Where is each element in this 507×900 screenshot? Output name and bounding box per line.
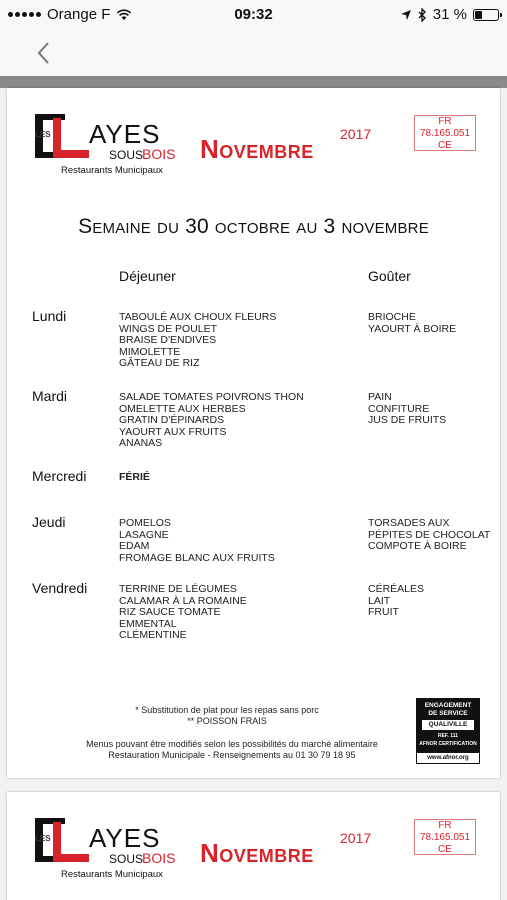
menu-item: GÂTEAU DE RIZ xyxy=(119,357,200,369)
viewer-background xyxy=(0,76,507,88)
nav-bar xyxy=(0,30,507,76)
logo xyxy=(31,110,181,178)
status-right xyxy=(400,6,499,23)
menu-item: CLÉMENTINE xyxy=(119,629,187,641)
logo-les: LES xyxy=(35,834,51,843)
menu-item: RIZ SAUCE TOMATE xyxy=(119,606,221,618)
menu-item: TERRINE DE LÉGUMES xyxy=(119,583,237,595)
menu-item: CÉRÉALES xyxy=(368,583,425,595)
month-title: Novembre xyxy=(200,838,314,868)
stamp-line: FR xyxy=(438,820,452,831)
menu-page-next xyxy=(7,792,500,900)
note-line: * Substitution de plat pour les repas sans porc xyxy=(135,705,319,715)
stamp-line: CE xyxy=(438,844,452,855)
badge-cert: AFNOR CERTIFICATION xyxy=(419,741,477,747)
stamp-line: 78.165.051 xyxy=(419,128,471,139)
day-label: Mardi xyxy=(32,388,68,404)
status-bar xyxy=(0,0,507,30)
battery-percent: 31 % xyxy=(432,6,467,23)
year-label: 2017 xyxy=(340,126,372,142)
logo-sous: SOUS xyxy=(109,148,144,162)
stamp-line: CE xyxy=(438,140,452,151)
snack-list xyxy=(368,518,490,553)
menu-item: MIMOLETTE xyxy=(119,345,181,358)
badge-url: www.afnor.org xyxy=(416,752,480,764)
badge-qualiville: QUALIVILLE xyxy=(422,720,474,730)
stamp xyxy=(414,819,476,855)
menu-item: LAIT xyxy=(368,594,391,607)
badge-ref: REF. 111 xyxy=(437,733,458,739)
logo-sous: SOUS xyxy=(109,852,144,866)
logo-layes: AYES xyxy=(89,119,161,149)
menu-page xyxy=(7,88,500,778)
menu-item: PAIN xyxy=(368,391,392,403)
menu-item: CONFITURE xyxy=(368,402,430,415)
location-arrow-icon xyxy=(400,9,412,21)
week-title: Semaine du 30 octobre au 3 novembre xyxy=(78,215,429,238)
lunch-list xyxy=(119,312,276,370)
year-label: 2017 xyxy=(340,830,372,846)
menu-item: FROMAGE BLANC AUX FRUITS xyxy=(119,551,275,564)
column-header-gouter: Goûter xyxy=(368,268,411,284)
badge-line: ENGAGEMENT xyxy=(424,702,472,709)
menu-item: GRATIN D'ÉPINARDS xyxy=(119,414,225,426)
back-button[interactable] xyxy=(30,38,58,68)
logo-bois: BOIS xyxy=(142,146,176,162)
chevron-left-icon xyxy=(30,38,58,68)
battery-icon xyxy=(473,9,499,21)
status-time: 09:32 xyxy=(234,6,273,23)
month-title: Novembre xyxy=(200,134,314,164)
menu-item: YAOURT À BOIRE xyxy=(368,322,457,335)
logo-layes: AYES xyxy=(89,823,161,853)
menu-item: SALADE TOMATES POIVRONS THON xyxy=(119,391,304,403)
footer xyxy=(47,739,417,761)
notes xyxy=(67,705,387,727)
footer-line: Restauration Municipale - Renseignements au 01 30 79 18 95 xyxy=(108,750,356,760)
lunch-list xyxy=(119,392,304,450)
snack-list xyxy=(368,584,424,619)
battery-fill xyxy=(475,11,482,19)
menu-item: CALAMAR À LA ROMAINE xyxy=(119,594,247,607)
menu-item: COMPOTE À BOIRE xyxy=(368,540,467,552)
menu-item: PÉPITES DE CHOCOLAT xyxy=(368,528,491,541)
bluetooth-icon xyxy=(418,8,427,22)
day-label: Mercredi xyxy=(32,468,87,484)
snack-list xyxy=(368,392,446,427)
menu-item: TORSADES AUX xyxy=(368,517,450,529)
day-label: Vendredi xyxy=(32,580,88,596)
day-label: Jeudi xyxy=(32,514,66,530)
logo-subtitle: Restaurants Municipaux xyxy=(61,869,163,880)
qualiville-badge xyxy=(416,698,480,764)
carrier-label: Orange F xyxy=(47,6,111,23)
lunch-list xyxy=(119,518,275,564)
snack-list xyxy=(368,312,456,335)
badge-line: DE SERVICE xyxy=(428,710,468,717)
logo-les: LES xyxy=(35,130,51,139)
menu-item: BRAISE D'ENDIVES xyxy=(119,334,217,346)
menu-item: TABOULÉ AUX CHOUX FLEURS xyxy=(119,311,277,323)
stamp-line: 78.165.051 xyxy=(419,832,471,843)
stamp-line: FR xyxy=(438,116,452,127)
footer-line: Menus pouvant être modifiés selon les possibilités du marché alimentaire xyxy=(86,739,378,749)
menu-item: EDAM xyxy=(119,540,150,552)
menu-item: OMELETTE AUX HERBES xyxy=(119,402,246,415)
menu-item: BRIOCHE xyxy=(368,311,416,323)
lunch-list xyxy=(119,472,150,484)
logo xyxy=(31,814,181,882)
menu-item: WINGS DE POULET xyxy=(119,322,218,335)
menu-item: ANANAS xyxy=(119,437,163,449)
holiday-label: FÉRIÉ xyxy=(119,471,150,483)
note-line: ** POISSON FRAIS xyxy=(187,716,267,726)
stamp xyxy=(414,115,476,151)
day-label: Lundi xyxy=(32,308,67,324)
lunch-list xyxy=(119,584,247,642)
menu-item: LASAGNE xyxy=(119,528,169,541)
logo-bois: BOIS xyxy=(142,850,176,866)
menu-item: POMELOS xyxy=(119,517,171,529)
menu-item: YAOURT AUX FRUITS xyxy=(119,425,227,438)
menu-item: EMMENTAL xyxy=(119,617,177,630)
column-header-dejeuner: Déjeuner xyxy=(119,268,176,284)
logo-subtitle: Restaurants Municipaux xyxy=(61,165,163,176)
menu-item: FRUIT xyxy=(368,606,399,618)
menu-item: JUS DE FRUITS xyxy=(368,414,447,426)
